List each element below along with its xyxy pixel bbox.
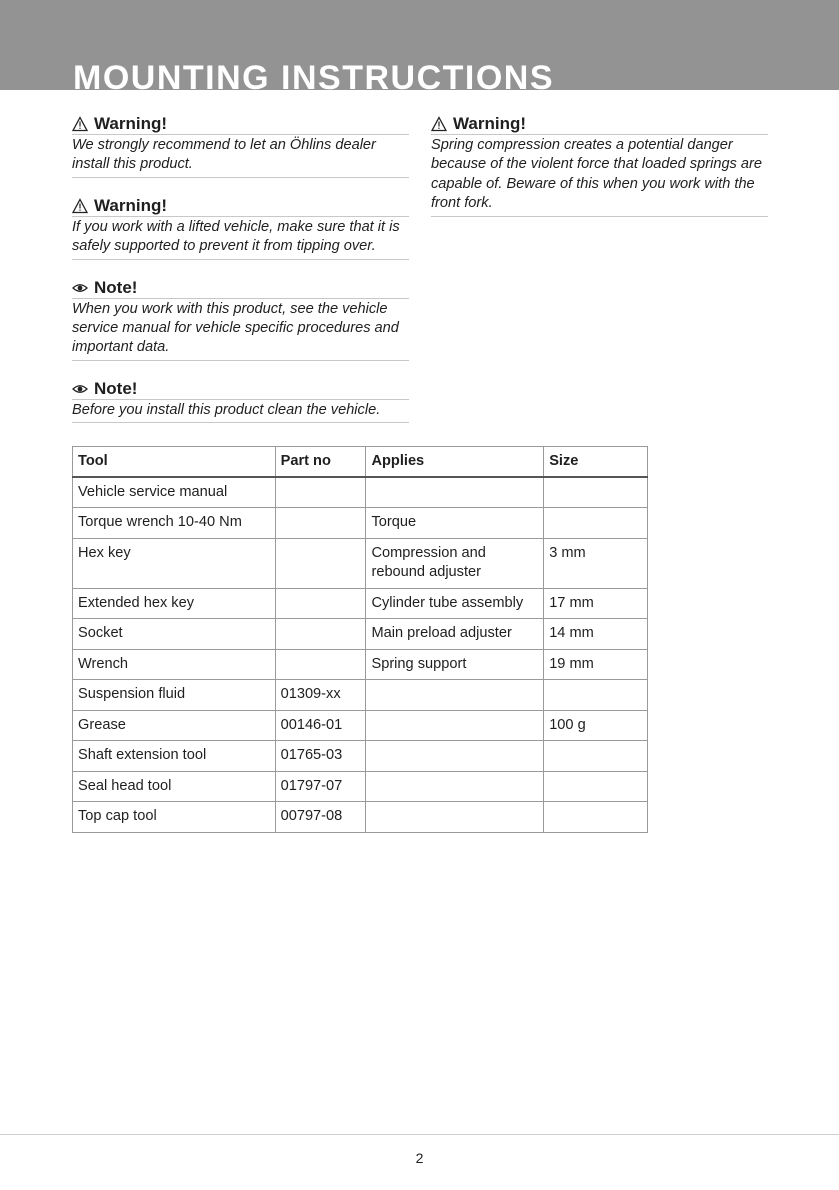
cell-size: 17 mm bbox=[544, 588, 648, 619]
notices-right-column bbox=[431, 114, 768, 235]
table-row bbox=[73, 802, 648, 833]
cell-applies: Main preload adjuster bbox=[366, 619, 544, 650]
cell-tool: Grease bbox=[73, 710, 276, 741]
cell-size: 100 g bbox=[544, 710, 648, 741]
cell-part-no bbox=[275, 649, 366, 680]
notice-heading bbox=[72, 196, 409, 217]
cell-size bbox=[544, 802, 648, 833]
cell-tool: Extended hex key bbox=[73, 588, 276, 619]
cell-part-no bbox=[275, 477, 366, 508]
cell-part-no: 00797-08 bbox=[275, 802, 366, 833]
cell-part-no: 00146-01 bbox=[275, 710, 366, 741]
warning-triangle-icon bbox=[72, 198, 88, 214]
cell-size bbox=[544, 477, 648, 508]
notice-body: When you work with this product, see the vehicle service manual for vehicle specific procedures and important data. bbox=[72, 299, 409, 361]
cell-part-no: 01309-xx bbox=[275, 680, 366, 711]
notice-heading bbox=[72, 114, 409, 135]
cell-tool: Wrench bbox=[73, 649, 276, 680]
cell-tool: Top cap tool bbox=[73, 802, 276, 833]
warning-triangle-icon bbox=[431, 116, 447, 132]
notice-heading bbox=[72, 379, 409, 400]
cell-size bbox=[544, 508, 648, 539]
table-row bbox=[73, 477, 648, 508]
cell-size bbox=[544, 741, 648, 772]
page-number: 2 bbox=[415, 1150, 424, 1166]
column-header-applies: Applies bbox=[366, 447, 544, 477]
footer-divider bbox=[0, 1134, 839, 1135]
cell-applies bbox=[366, 741, 544, 772]
notice-heading bbox=[431, 114, 768, 135]
table-row bbox=[73, 649, 648, 680]
notice-heading-text: Warning! bbox=[453, 114, 527, 133]
warning-notice bbox=[72, 196, 409, 260]
cell-size: 19 mm bbox=[544, 649, 648, 680]
page-title: MOUNTING INSTRUCTIONS bbox=[73, 59, 555, 90]
cell-applies: Spring support bbox=[366, 649, 544, 680]
notice-heading bbox=[72, 278, 409, 299]
eye-icon bbox=[72, 280, 88, 296]
warning-notice bbox=[431, 114, 768, 217]
notice-body: If you work with a lifted vehicle, make sure that it is safely supported to prevent it from tipping over. bbox=[72, 217, 409, 260]
cell-applies bbox=[366, 477, 544, 508]
notice-heading-text: Note! bbox=[94, 378, 138, 398]
notices-left-column bbox=[72, 114, 409, 441]
cell-tool: Shaft extension tool bbox=[73, 741, 276, 772]
cell-applies bbox=[366, 680, 544, 711]
warning-triangle-icon bbox=[72, 116, 88, 132]
eye-icon bbox=[72, 381, 88, 397]
warning-notice bbox=[72, 114, 409, 178]
column-header-part-no: Part no bbox=[275, 447, 366, 477]
cell-size: 14 mm bbox=[544, 619, 648, 650]
table-row bbox=[73, 588, 648, 619]
cell-part-no bbox=[275, 538, 366, 588]
table-row bbox=[73, 538, 648, 588]
column-header-tool: Tool bbox=[73, 447, 276, 477]
cell-part-no: 01797-07 bbox=[275, 771, 366, 802]
cell-applies: Compression and rebound adjuster bbox=[366, 538, 544, 588]
column-header-size: Size bbox=[544, 447, 648, 477]
note-notice bbox=[72, 278, 409, 361]
cell-applies bbox=[366, 710, 544, 741]
cell-size bbox=[544, 771, 648, 802]
cell-applies bbox=[366, 802, 544, 833]
cell-part-no bbox=[275, 588, 366, 619]
notice-body: Before you install this product clean the vehicle. bbox=[72, 400, 409, 423]
cell-tool: Torque wrench 10-40 Nm bbox=[73, 508, 276, 539]
cell-applies: Torque bbox=[366, 508, 544, 539]
cell-part-no: 01765-03 bbox=[275, 741, 366, 772]
notice-heading-text: Warning! bbox=[94, 195, 168, 215]
cell-tool: Socket bbox=[73, 619, 276, 650]
cell-part-no bbox=[275, 619, 366, 650]
table-row bbox=[73, 771, 648, 802]
notice-heading-text: Note! bbox=[94, 277, 138, 297]
table-row bbox=[73, 508, 648, 539]
cell-tool: Hex key bbox=[73, 538, 276, 588]
note-notice bbox=[72, 379, 409, 423]
cell-tool: Seal head tool bbox=[73, 771, 276, 802]
tools-table bbox=[72, 446, 648, 833]
table-header-row bbox=[73, 447, 648, 477]
cell-size bbox=[544, 680, 648, 711]
cell-applies: Cylinder tube assembly bbox=[366, 588, 544, 619]
header-band bbox=[0, 0, 839, 90]
table-row bbox=[73, 680, 648, 711]
cell-tool: Vehicle service manual bbox=[73, 477, 276, 508]
cell-applies bbox=[366, 771, 544, 802]
table-row bbox=[73, 741, 648, 772]
notice-heading-text: Warning! bbox=[94, 114, 168, 133]
table-row bbox=[73, 710, 648, 741]
cell-tool: Suspension fluid bbox=[73, 680, 276, 711]
notice-body: Spring compression creates a potential danger because of the violent force that loaded springs are capable of. Beware of this when you work with the front fork. bbox=[431, 135, 768, 217]
table-row bbox=[73, 619, 648, 650]
cell-part-no bbox=[275, 508, 366, 539]
cell-size: 3 mm bbox=[544, 538, 648, 588]
notice-body: We strongly recommend to let an Öhlins dealer install this product. bbox=[72, 135, 409, 178]
